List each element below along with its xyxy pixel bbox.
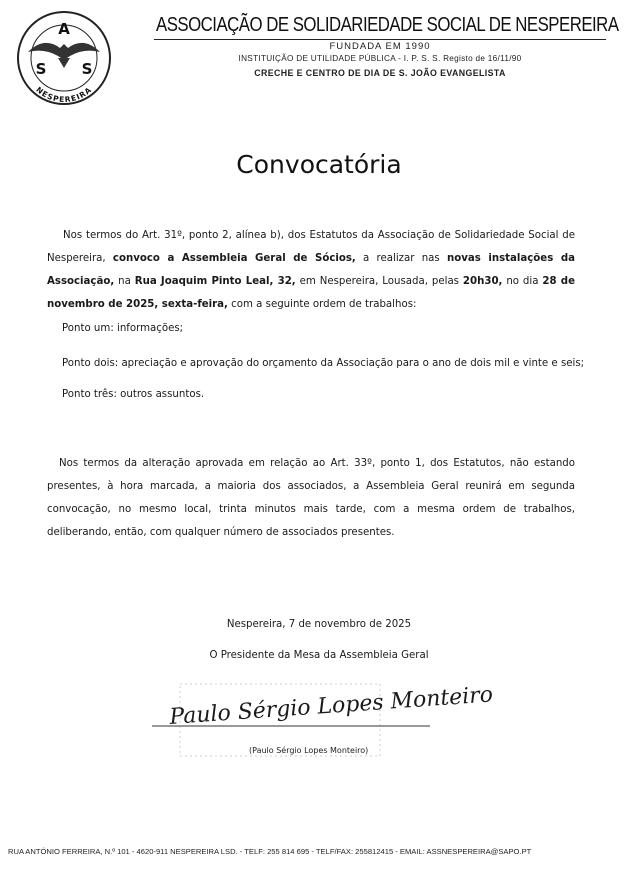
- paragraph-text-4: em Nespereira, Lousada, pelas: [295, 276, 463, 287]
- letterhead: [14, 8, 632, 108]
- logo-letter-s-right: S: [81, 60, 93, 78]
- paragraph-bold-4: 20h30,: [462, 276, 503, 287]
- institution-line: INSTITUIÇÃO DE UTILIDADE PÚBLICA - I. P. S. S. Registo de 16/11/90: [238, 54, 522, 63]
- signatory-role: O Presidente da Mesa da Assembleia Geral: [209, 650, 429, 661]
- agenda-item: Ponto três: outros assuntos.: [62, 389, 205, 400]
- logo-letter-a: A: [58, 20, 70, 38]
- place-and-date: Nespereira, 7 de novembro de 2025: [226, 619, 412, 630]
- founded-line: FUNDADA EM 1990: [329, 41, 431, 52]
- paragraph-bold-3: Rua Joaquim Pinto Leal, 32,: [134, 276, 296, 287]
- logo-letter-s-left: S: [35, 60, 47, 78]
- second-call-paragraph: Nos termos da alteração aprovada em relação ao Art. 33º, ponto 1, dos Estatutos, não estando presentes, à hora marcada, a maioria dos associados, a Assembleia Geral reunirá em segunda convocação, no mesmo local, trinta minutos mais tarde, com a mesma ordem de trabalhos, deliberando, então, com qualquer número de associados presentes.: [47, 458, 575, 538]
- document-title: Convocatória: [236, 150, 402, 179]
- paragraph-bold-2: novas instalações da Associação,: [47, 253, 576, 287]
- agenda-item: Ponto um: informações;: [62, 323, 184, 334]
- paragraph-text-3: na: [114, 276, 135, 287]
- paragraph-text-6: com a seguinte ordem de trabalhos:: [227, 299, 417, 310]
- paragraph-text-5: no dia: [502, 276, 543, 287]
- agenda-item: Ponto dois: apreciação e aprovação do orçamento da Associação para o ano de dois mil e vinte e seis;: [62, 358, 585, 369]
- convocation-paragraph: [47, 224, 575, 316]
- association-logo: [14, 8, 114, 108]
- svg-text:NESPEREIRA: [34, 85, 93, 104]
- creche-line: CRECHE E CENTRO DE DIA DE S. JOÃO EVANGELISTA: [254, 68, 506, 78]
- letterhead-divider: [154, 39, 606, 40]
- paragraph-bold-5: 28 de novembro de 2025, sexta-feira,: [47, 276, 575, 310]
- paragraph-bold-1: convoco a Assembleia Geral de Sócios,: [112, 253, 356, 264]
- signatory-name: (Paulo Sérgio Lopes Monteiro): [249, 746, 369, 755]
- logo-ring-text: NESPEREIRA: [34, 85, 94, 105]
- paragraph-text-1: Nos termos do Art. 31º, ponto 2, alínea b), dos Estatutos da Associação de Solidariedade Social de Nespereira,: [47, 230, 575, 264]
- handwritten-signature: [140, 680, 494, 770]
- footer-contacts: RUA ANTÓNIO FERREIRA, N.º 101 - 4620-911 NESPEREIRA LSD. - TELF: 255 814 695 - TELF/FAX: 255812415 - EMAIL: ASSNESPEREIRA@SAPO.PT: [8, 847, 532, 856]
- organization-name: ASSOCIAÇÃO DE SOLIDARIEDADE SOCIAL DE NESPEREIRA: [156, 14, 619, 36]
- paragraph-text-2: a realizar nas: [355, 253, 447, 264]
- signature-script: Paulo Sérgio Lopes Monteiro: [168, 682, 494, 730]
